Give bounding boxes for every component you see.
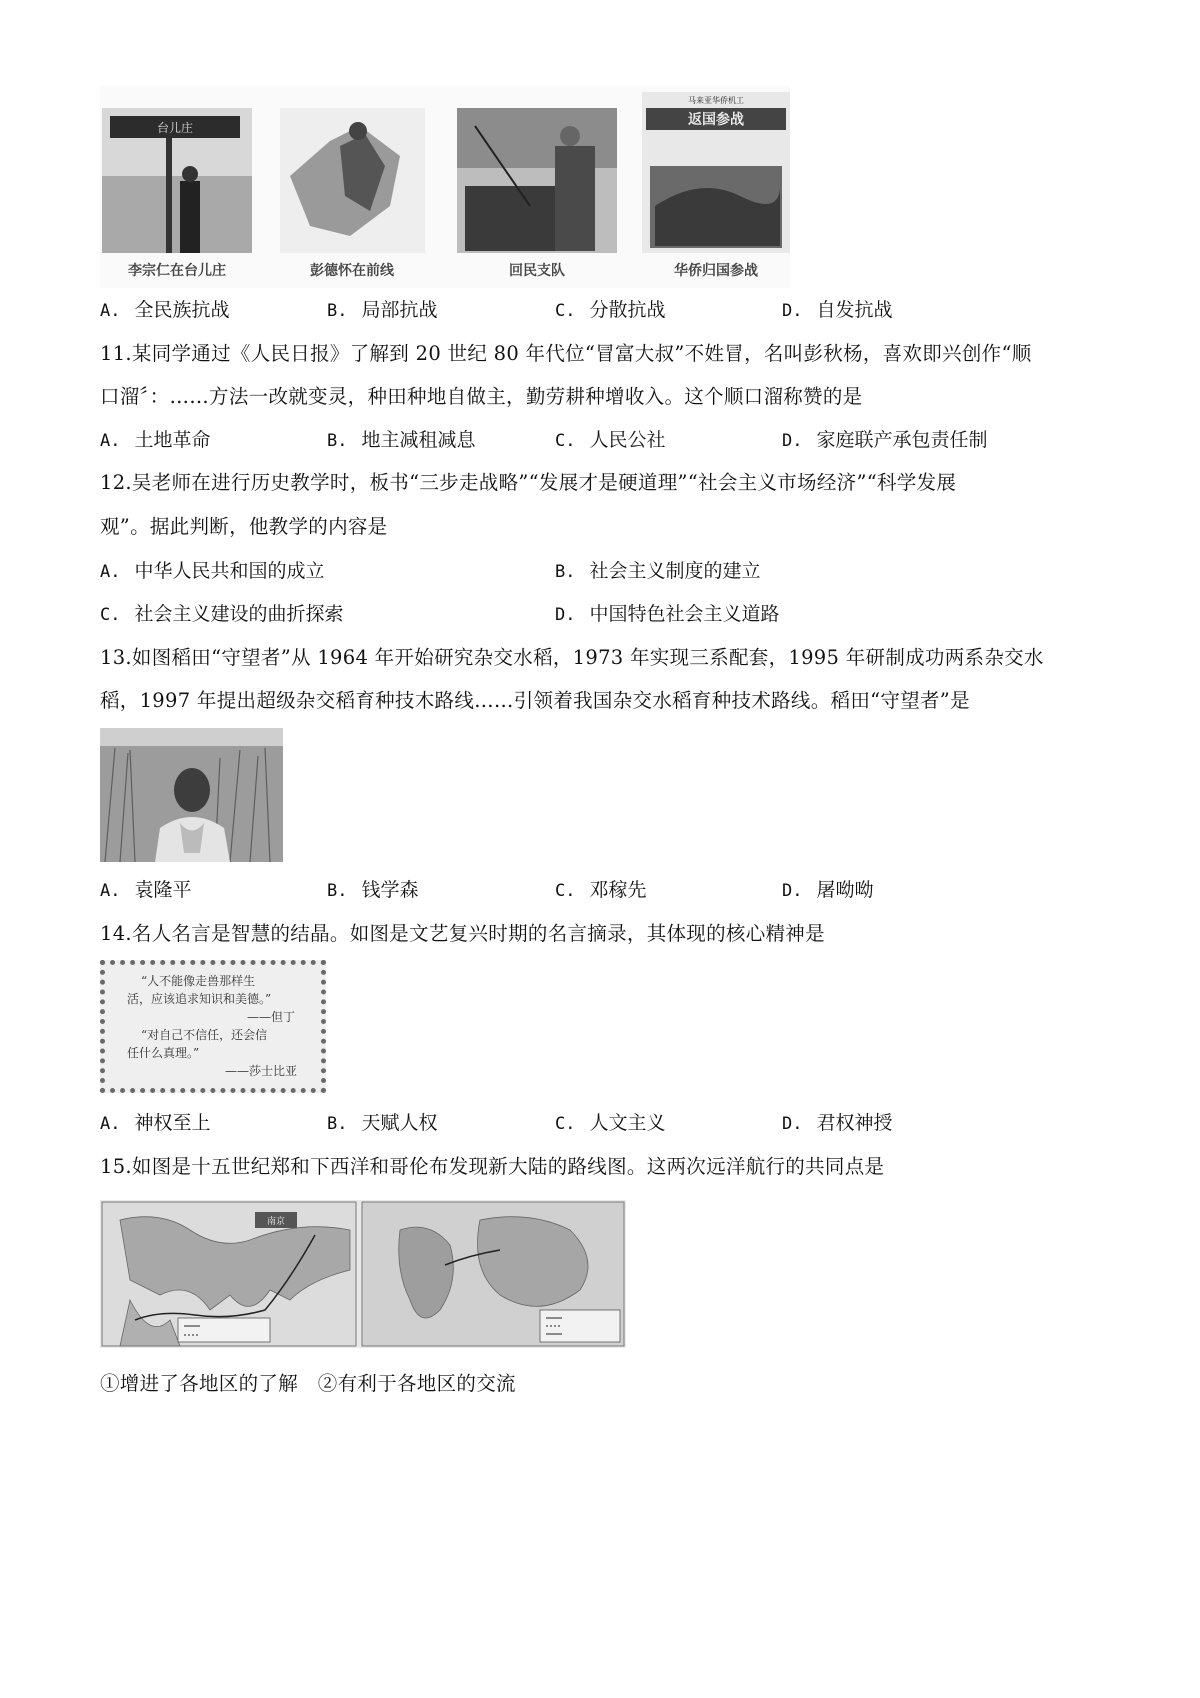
q15-route-maps	[100, 1200, 626, 1348]
q13-photo-rice-field	[100, 728, 283, 862]
option-letter: C.	[555, 431, 576, 451]
q11-option-d[interactable]	[782, 427, 988, 454]
q13-option-a[interactable]	[100, 877, 192, 904]
option-letter: C.	[555, 1114, 576, 1134]
option-letter: C.	[100, 605, 121, 625]
option-letter: B.	[327, 881, 348, 901]
option-text: 社会主义建设的曲折探索	[134, 603, 344, 625]
option-text: 人民公社	[589, 429, 666, 451]
map-zheng-he	[102, 1202, 356, 1346]
q15-stem-line1: 15.如图是十五世纪郑和下西洋和哥伦布发现新大陆的路线图。这两次远洋航行的共同点是	[100, 1155, 885, 1178]
option-text: 局部抗战	[361, 299, 438, 321]
option-text: 人文主义	[589, 1112, 666, 1134]
q14-option-a[interactable]	[100, 1110, 211, 1137]
q12-stem-line1: 12.吴老师在进行历史教学时，板书“三步走战略”“发展才是硬道理”“社会主义市场经济”“科学发展	[100, 471, 957, 494]
q12-stem-line2: 观”。据此判断，他教学的内容是	[100, 515, 388, 538]
quote-line-4: 任什么真理。”	[127, 1046, 200, 1060]
option-text: 土地革命	[134, 429, 211, 451]
option-text: 神权至上	[134, 1112, 211, 1134]
q14-option-c[interactable]	[555, 1110, 666, 1137]
poster-header-text: 马来亚华侨机工	[688, 96, 744, 105]
option-letter: D.	[555, 605, 576, 625]
caption-2: 彭德怀在前线	[310, 263, 394, 279]
option-text: 家庭联产承包责任制	[816, 429, 988, 451]
option-letter: A.	[100, 431, 121, 451]
poster-title-text: 返国参战	[688, 112, 744, 128]
q14-option-d[interactable]	[782, 1110, 893, 1137]
option-text: 袁隆平	[134, 879, 192, 901]
q14-quote-card	[100, 960, 326, 1093]
option-letter: B.	[327, 431, 348, 451]
option-letter: B.	[327, 1114, 348, 1134]
option-text: 中国特色社会主义道路	[589, 603, 780, 625]
quote-line-2: 活，应该追求知识和美德。”	[127, 992, 272, 1006]
q11-stem-line2: 口溜〞：……方法一改就变灵，种田种地自做主，勤劳耕种增收入。这个顺口溜称赞的是	[100, 385, 863, 408]
q10-option-a[interactable]	[100, 297, 230, 324]
option-text: 屠呦呦	[816, 879, 874, 901]
q12-option-d[interactable]	[555, 601, 780, 628]
option-text: 全民族抗战	[134, 299, 230, 321]
q10-option-d[interactable]	[782, 297, 893, 324]
option-letter: C.	[555, 881, 576, 901]
q10-option-c[interactable]	[555, 297, 666, 324]
option-text: 君权神授	[816, 1112, 893, 1134]
q13-option-b[interactable]	[327, 877, 419, 904]
option-text: 钱学森	[361, 879, 419, 901]
quote-author-2: ——莎士比亚	[225, 1064, 298, 1078]
q15-statements: ①增进了各地区的了解 ②有利于各地区的交流	[100, 1372, 516, 1395]
option-text: 自发抗战	[816, 299, 893, 321]
option-text: 分散抗战	[589, 299, 666, 321]
option-letter: D.	[782, 1114, 803, 1134]
option-letter: D.	[782, 301, 803, 321]
option-letter: A.	[100, 301, 121, 321]
q11-option-b[interactable]	[327, 427, 476, 454]
photo-huaqiao-poster	[642, 92, 790, 253]
q13-stem-line2: 稻，1997 年提出超级杂交稻育种技木路线……引领着我国杂交水稻育种技术路线。稻田“守望者”是	[100, 689, 970, 712]
q11-stem-line1: 11.某同学通过《人民日报》了解到 20 世纪 80 年代位“冒富大叔”不姓冒，名叫彭秋杨，喜欢即兴创作“顺	[100, 342, 1032, 365]
q13-option-c[interactable]	[555, 877, 647, 904]
quote-author-1: ——但丁	[247, 1010, 296, 1024]
option-letter: C.	[555, 301, 576, 321]
caption-3: 回民支队	[509, 263, 565, 279]
caption-4: 华侨归国参战	[674, 263, 758, 279]
map-label-nanjing: 南京	[266, 1217, 286, 1227]
option-text: 中华人民共和国的成立	[134, 560, 325, 582]
option-letter: D.	[782, 881, 803, 901]
option-text: 邓稼先	[589, 879, 647, 901]
q10-option-b[interactable]	[327, 297, 438, 324]
quote-line-3: “对自己不信任，还会信	[141, 1028, 268, 1042]
option-text: 社会主义制度的建立	[589, 560, 761, 582]
q10-photos-svg	[100, 86, 790, 288]
q11-option-a[interactable]	[100, 427, 211, 454]
q13-photo-svg	[100, 728, 283, 862]
option-letter: D.	[782, 431, 803, 451]
option-letter: A.	[100, 562, 121, 582]
q12-option-a[interactable]	[100, 558, 325, 585]
q13-option-d[interactable]	[782, 877, 874, 904]
option-letter: B.	[555, 562, 576, 582]
option-text: 天赋人权	[361, 1112, 438, 1134]
photo-li-zongren	[102, 108, 252, 253]
caption-1: 李宗仁在台儿庄	[128, 263, 226, 279]
q11-option-c[interactable]	[555, 427, 666, 454]
q12-option-b[interactable]	[555, 558, 761, 585]
photo-huimin-zhidui	[457, 108, 617, 253]
option-letter: A.	[100, 1114, 121, 1134]
photo-sign-text: 台儿庄	[156, 121, 194, 135]
q15-maps-svg	[100, 1200, 626, 1348]
map-columbus	[362, 1202, 624, 1346]
q10-photo-strip	[100, 86, 790, 288]
q14-option-b[interactable]	[327, 1110, 438, 1137]
q12-option-c[interactable]	[100, 601, 344, 628]
q13-stem-line1: 13.如图稻田“守望者”从 1964 年开始研究杂交水稻，1973 年实现三系配套，1995 年研制成功两系杂交水	[100, 646, 1044, 669]
quote-line-1: “人不能像走兽那样生	[141, 974, 256, 988]
q14-stem-line1: 14.名人名言是智慧的结晶。如图是文艺复兴时期的名言摘录，其体现的核心精神是	[100, 922, 825, 945]
photo-peng-dehuai	[280, 108, 425, 253]
option-letter: A.	[100, 881, 121, 901]
option-text: 地主减租减息	[361, 429, 476, 451]
option-letter: B.	[327, 301, 348, 321]
